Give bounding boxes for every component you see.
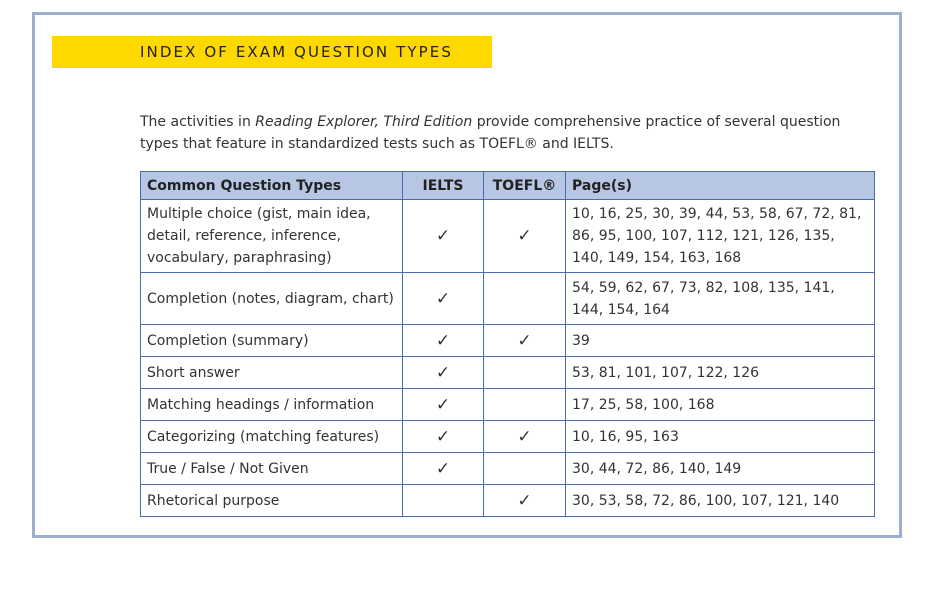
question-types-table	[140, 171, 875, 517]
table-row	[141, 357, 875, 389]
toefl-cell	[484, 453, 566, 485]
question-type-cell: Completion (notes, diagram, chart)	[141, 273, 403, 325]
ielts-cell	[403, 200, 484, 273]
ielts-cell	[403, 325, 484, 357]
table-row	[141, 421, 875, 453]
table-row	[141, 453, 875, 485]
table-row	[141, 273, 875, 325]
header-toefl: TOEFL®	[484, 172, 566, 200]
book-title: Reading Explorer, Third Edition	[255, 114, 473, 130]
checkmark-icon: ✓	[517, 226, 532, 246]
question-type-cell: Matching headings / information	[141, 389, 403, 421]
question-type-cell: Multiple choice (gist, main idea, detail, reference, inference, vocabulary, paraphrasing)	[141, 200, 403, 273]
question-type-cell: True / False / Not Given	[141, 453, 403, 485]
question-type-cell: Rhetorical purpose	[141, 485, 403, 517]
checkmark-icon: ✓	[435, 394, 451, 415]
checkmark-icon: ✓	[517, 426, 532, 447]
table-row	[141, 485, 875, 517]
pages-cell: 30, 53, 58, 72, 86, 100, 107, 121, 140	[566, 485, 875, 517]
header-pages: Page(s)	[566, 172, 875, 200]
pages-cell: 10, 16, 95, 163	[566, 421, 875, 453]
checkmark-icon: ✓	[435, 362, 451, 383]
pages-cell: 30, 44, 72, 86, 140, 149	[566, 453, 875, 485]
checkmark-icon: ✓	[435, 426, 451, 447]
toefl-cell	[484, 357, 566, 389]
checkmark-icon: ✓	[435, 288, 451, 309]
checkmark-icon: ✓	[517, 330, 532, 351]
pages-cell: 10, 16, 25, 30, 39, 44, 53, 58, 67, 72, 81, 86, 95, 100, 107, 112, 121, 126, 135, 140, 149, 154, 163, 168	[566, 200, 875, 273]
intro-text-end: provide comprehensive practice of several question types that feature in standardized tests such as TOEFL® and IELTS.	[140, 114, 841, 152]
page-title: INDEX OF EXAM QUESTION TYPES	[140, 43, 453, 61]
toefl-cell	[484, 325, 566, 357]
ielts-cell	[403, 453, 484, 485]
ielts-cell	[403, 357, 484, 389]
header-question-types: Common Question Types	[141, 172, 403, 200]
question-type-cell: Completion (summary)	[141, 325, 403, 357]
pages-cell: 39	[566, 325, 875, 357]
table-header-row	[141, 172, 875, 200]
question-type-cell: Categorizing (matching features)	[141, 421, 403, 453]
ielts-cell	[403, 273, 484, 325]
pages-cell: 54, 59, 62, 67, 73, 82, 108, 135, 141, 144, 154, 164	[566, 273, 875, 325]
checkmark-icon: ✓	[517, 490, 532, 511]
intro-text-start: The activities in	[140, 114, 256, 130]
toefl-cell	[484, 421, 566, 453]
checkmark-icon: ✓	[435, 330, 451, 351]
table-row	[141, 389, 875, 421]
table-row	[141, 200, 875, 273]
question-type-cell: Short answer	[141, 357, 403, 389]
intro-paragraph	[140, 111, 870, 155]
header-ielts: IELTS	[403, 172, 484, 200]
pages-cell: 17, 25, 58, 100, 168	[566, 389, 875, 421]
checkmark-icon: ✓	[435, 226, 451, 246]
ielts-cell	[403, 485, 484, 517]
toefl-cell	[484, 485, 566, 517]
checkmark-icon: ✓	[435, 458, 451, 479]
toefl-cell	[484, 273, 566, 325]
title-banner	[52, 36, 492, 68]
toefl-cell	[484, 200, 566, 273]
pages-cell: 53, 81, 101, 107, 122, 126	[566, 357, 875, 389]
toefl-cell	[484, 389, 566, 421]
ielts-cell	[403, 389, 484, 421]
ielts-cell	[403, 421, 484, 453]
page-frame	[32, 12, 902, 538]
table-row	[141, 325, 875, 357]
